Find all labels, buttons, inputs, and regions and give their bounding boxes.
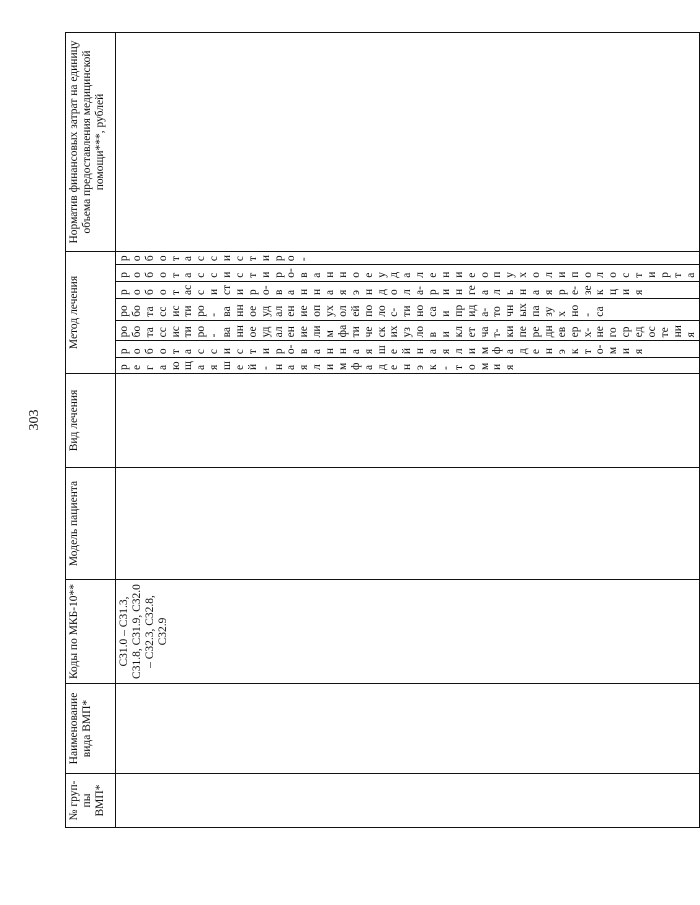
header-vmp-name: Наименование вида ВМП*: [66, 684, 116, 774]
header-treatment-method: Метод лечения: [66, 252, 116, 374]
header-group-number: № груп- пы ВМП*: [66, 774, 116, 828]
cell-treatment-type: [116, 374, 700, 468]
header-cost-standard: Норматив финансовых затрат на единицу объема предоставления медицинской помощи***, рублей: [66, 33, 116, 252]
table-header-row: [66, 33, 116, 828]
cell-group-number: [116, 774, 700, 828]
header-patient-model: Модель пациента: [66, 468, 116, 580]
method-item: роботассистиро- ванное удаление лимфатических узлов и клетчат- ки передневерх- него средостения: [116, 320, 699, 341]
cell-vmp-name: [116, 684, 700, 774]
cell-icd-codes: C31.0 – C31.3, C31.8, C31.9, C32.0 – C32.3, C32.8, C32.9: [116, 580, 700, 684]
table-row: [116, 33, 700, 828]
vmp-table: [65, 32, 700, 828]
method-item: роботассистиро- ванное удаление опухолей полос- ти носа и прида- точных пазух но- са: [116, 298, 699, 320]
method-item: роботассистиро-: [118, 255, 311, 262]
rotated-table-wrapper: [65, 33, 697, 828]
cell-patient-model: [116, 468, 700, 580]
header-icd-codes: Коды по МКБ-10**: [66, 580, 116, 684]
method-item: роботассистиро- ванная шейная лимфаденэкто- мия: [116, 340, 699, 357]
method-item: регающая шей- ная лимфаденэк- томия: [116, 357, 699, 373]
header-treatment-type: Вид лечения: [66, 374, 116, 468]
page-number: 303: [27, 409, 42, 431]
cell-treatment-methods: [116, 252, 700, 374]
method-item: роботассистиро- ванная эндола- рингеальная ре- зекция: [116, 281, 699, 298]
cell-cost-standard: [116, 33, 700, 252]
method-item: роботассистиро- ванное удаление опухоли полости рта: [116, 264, 699, 281]
